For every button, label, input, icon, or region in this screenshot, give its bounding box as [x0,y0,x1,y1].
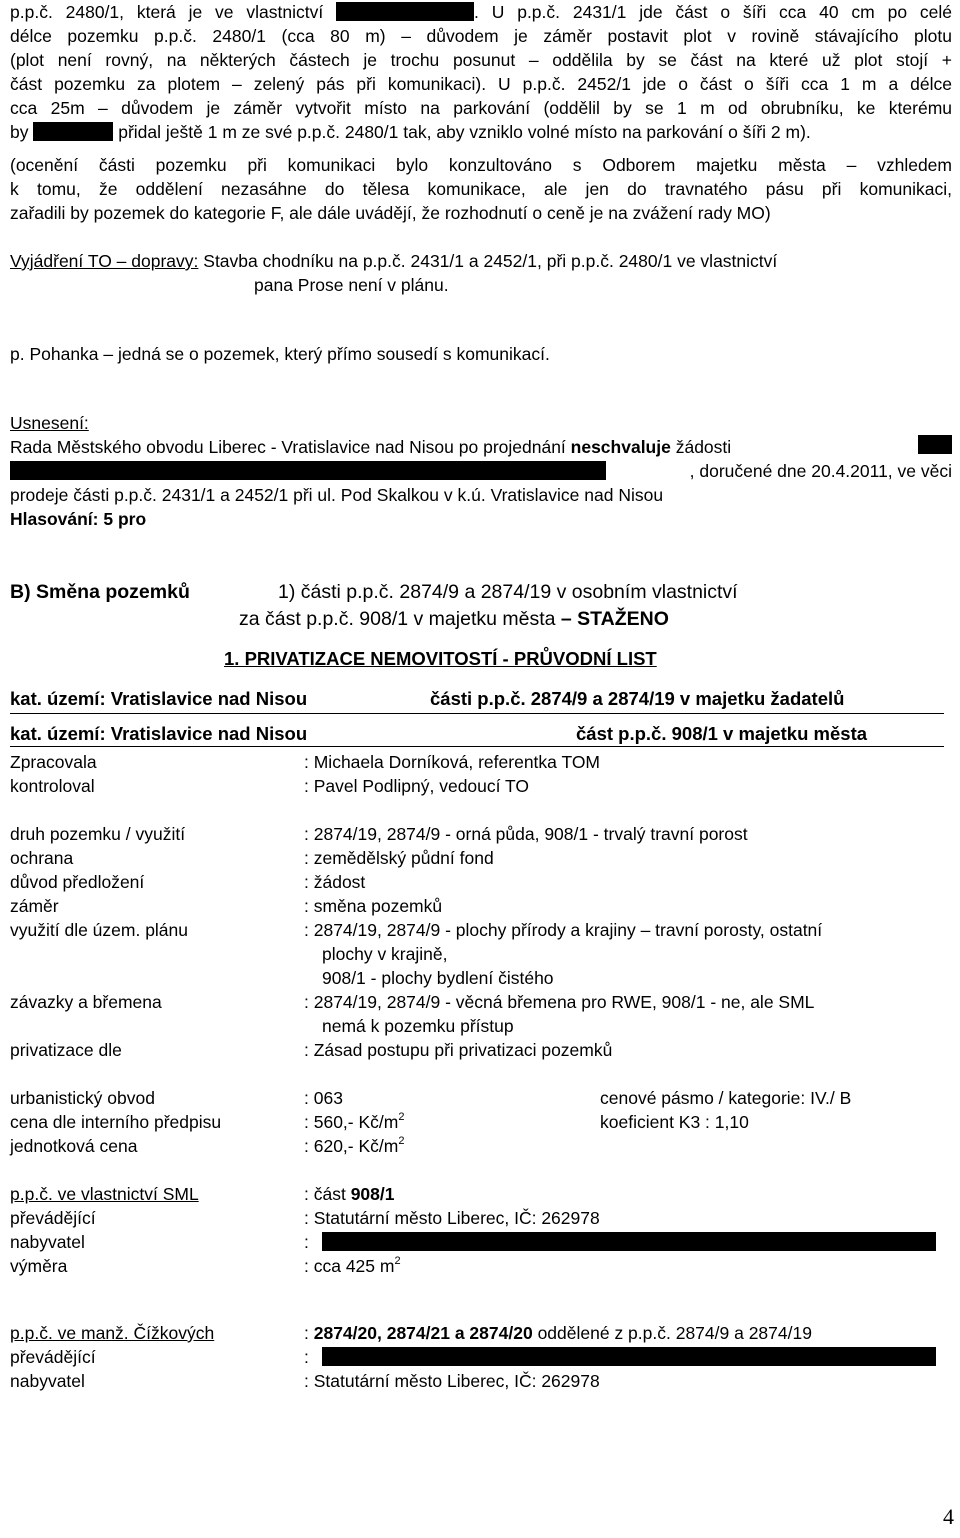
field-urbanisticky-obvod: urbanistický obvod : 063 cenové pásmo / kategorie: IV./ B [10,1088,852,1108]
text-line: p.p.č. 2480/1, která je ve vlastnictví . U p.p.č. 2431/1 jde část o šíři cca 40 cm po celé [10,2,952,22]
field-vyuziti: využití dle územ. plánu : 2874/19, 2874/9 - plochy přírody a krajiny – travní porosty, ostatní [10,920,823,940]
field-duvod: důvod předložení : žádost [10,872,366,892]
redaction-block [10,461,606,480]
field-ochrana: ochrana : zemědělský půdní fond [10,848,494,868]
fields-sml [10,1182,952,1278]
field-nabyvatel-2: nabyvatel : Statutární město Liberec, IČ: 262978 [10,1371,600,1391]
smena-section: B) Směna pozemků 1) části p.p.č. 2874/9 a 2874/19 v osobním vlastnictví za část p.p.č. 908/1 v majetku města – STAŽENO [10,581,738,630]
text-line: zařadili by pozemek do kategorie F, ale dále uvádějí, že rozhodnutí o ceně je na zvážení rady MO) [10,203,771,223]
text-line: část pozemku za plotem – zelený pás při komunikaci). U p.p.č. 2452/1 jde o část o šíři cca 1 m a délce [10,74,952,94]
redaction-block [33,122,113,141]
field-zamer: záměr : směna pozemků [10,896,443,916]
paragraph-1 [10,0,952,144]
field-cizkovi: p.p.č. ve manž. Čížkových : 2874/20, 2874/21 a 2874/20 oddělené z p.p.č. 2874/9 a 2874/19 [10,1323,812,1343]
fields-pozemek: druh pozemku / využití : 2874/19, 2874/9 - orná půda, 908/1 - trvalý travní porost ochrana : zemědělský půdní fond důvod předložení : žádost záměr : směna pozemků využití dle územ. plánu : 2874/19, 2874/9 - plochy přírody a krajiny – travní porosty, ostatní plochy v krajině, 908/1 - plochy bydlení čistého závazky a břemena : 2874/19, 2874/9 - věcná břemena pro RWE, 908/1 - ne, ale SML nemá k pozemku přístup privatizace dle : Zásad postupu při privatizaci pozemků [10,822,952,1062]
smena-heading: B) Směna pozemků [10,581,190,603]
text-line: k tomu, že oddělení nezasáhne do tělesa komunikace, ale jen do travnatého pásu při komunikaci, [10,179,952,199]
paragraph-2 [10,153,952,225]
redaction-block [322,1347,936,1366]
text-line: Vyjádření TO – dopravy: Stavba chodníku na p.p.č. 2431/1 a 2452/1, při p.p.č. 2480/1 ve vlastnictví [10,251,778,271]
fields-cena [10,1086,952,1158]
field-sml: p.p.č. ve vlastnictví SML : část 908/1 [10,1184,395,1204]
document-page [10,0,952,1393]
page-number: 4 [943,1504,954,1529]
text-line: prodeje části p.p.č. 2431/1 a 2452/1 při ul. Pod Skalkou v k.ú. Vratislavice nad Nisou [10,485,664,505]
text-line: délce pozemku p.p.č. 2480/1 (cca 80 m) – důvodem je záměr postavit plot v rovině stávajícího plotu [10,26,952,46]
text-line: cca 25m – důvodem je záměr vytvořit místo na parkování (oddělil by se 1 m od obrubníku, ke kterému [10,98,952,118]
field-jednotkova-cena: jednotková cena : 620,- $Kč/m^2$ [10,1135,405,1156]
field-zpracovala: Zpracovala : Michaela Dorníková, referentka TOM [10,752,601,772]
redaction-block [336,2,474,21]
field-cena: cena dle interního předpisu : 560,- $Kč/m^2$ koeficient K3 : 1,10 [10,1111,749,1132]
field-nabyvatel: nabyvatel : [10,1230,952,1254]
privatizace-title: 1. PRIVATIZACE NEMOVITOSTÍ - PRŮVODNÍ LIST [224,648,657,669]
text-line: by přidal ještě 1 m ze své p.p.č. 2480/1 tak, aby vzniklo volné místo na parkování o šíři 2 m). [10,122,811,142]
field-zavazky: závazky a břemena : 2874/19, 2874/9 - věcná břemena pro RWE, 908/1 - ne, ale SML [10,992,815,1012]
fields-cizkovi [10,1321,952,1393]
field-prevadejici: převádějící : Statutární město Liberec, IČ: 262978 [10,1208,600,1228]
field-kontroloval: kontroloval : Pavel Podlipný, vedoucí TO [10,776,530,796]
vyjadreni-label: Vyjádření TO – dopravy: [10,251,199,271]
usneseni-section [10,411,952,531]
text-line: (plot není rovný, na některých částech je trochu posunut – oddělila by se část na které už plot stojí + [10,50,952,70]
redaction-block [918,435,952,454]
redaction-block [322,1232,936,1251]
usneseni-label: Usnesení: [10,413,89,433]
kat-uzemi-2: kat. území: Vratislavice nad Nisou část p.p.č. 908/1 v majetku města [10,722,944,747]
field-vymera: výměra : cca 425 $m^2$ [10,1255,401,1276]
pohanka-note: p. Pohanka – jedná se o pozemek, který přímo sousedí s komunikací. [10,344,550,364]
field-druh: druh pozemku / využití : 2874/19, 2874/9 - orná půda, 908/1 - trvalý travní porost [10,824,748,844]
field-privatizace: privatizace dle : Zásad postupu při privatizaci pozemků [10,1040,613,1060]
text-line: pana Prose není v plánu. [254,275,449,295]
fields-zpracovani [10,750,952,798]
hlasovani: Hlasování: 5 pro [10,509,147,529]
text-line: Rada Městského obvodu Liberec - Vratislavice nad Nisou po projednání neschvaluje žádosti [10,435,952,459]
kat-uzemi-1: kat. území: Vratislavice nad Nisou části p.p.č. 2874/9 a 2874/19 v majetku žadatelů [10,683,944,714]
vyjadreni-section [10,249,952,297]
text-line: , doručené dne 20.4.2011, ve věci [10,459,952,483]
field-prevadejici-2: převádějící : [10,1345,952,1369]
text-line: (ocenění části pozemku při komunikaci bylo konzultováno s Odborem majetku města – vzhledem [10,155,952,175]
